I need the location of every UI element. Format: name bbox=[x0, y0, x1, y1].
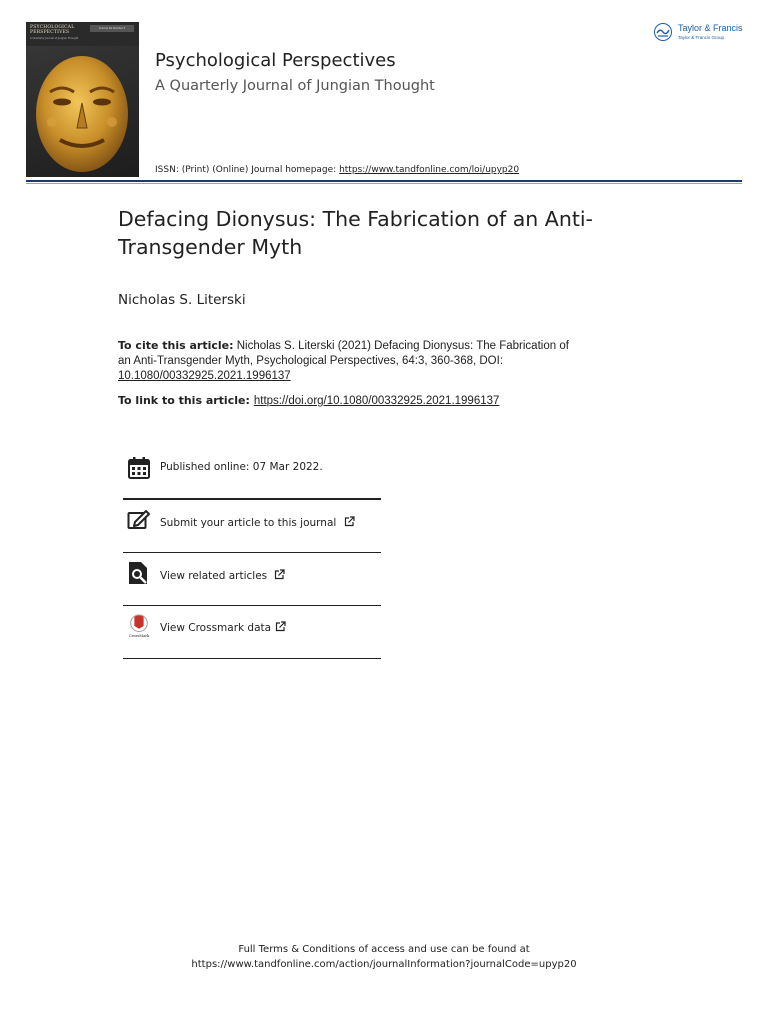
crossmark-label bbox=[160, 621, 286, 634]
issn-text: ISSN: (Print) (Online) Journal homepage: bbox=[155, 165, 340, 175]
cite-label: To cite this article: bbox=[118, 339, 234, 352]
related-articles-link[interactable] bbox=[123, 554, 381, 606]
action-divider bbox=[123, 498, 381, 500]
cite-text: Nicholas S. Literski (2021) Defacing Dionysus: The Fabrication of an Anti-Transgender Myth, Psychological Perspectives, 64:3, 360-368, DOI: bbox=[118, 340, 569, 367]
related-articles-label bbox=[160, 569, 285, 582]
external-link-icon bbox=[344, 516, 355, 527]
taylor-francis-logo[interactable] bbox=[654, 22, 746, 48]
external-link-icon bbox=[275, 621, 286, 632]
header-divider-secondary bbox=[26, 183, 742, 184]
action-divider bbox=[123, 605, 381, 606]
issn-line bbox=[155, 165, 519, 175]
link-label: To link to this article: bbox=[118, 394, 250, 407]
external-link-icon bbox=[274, 569, 285, 580]
crossmark-link[interactable] bbox=[123, 607, 381, 659]
crossmark-text: View Crossmark data bbox=[160, 622, 272, 634]
footer-terms-text: Full Terms & Conditions of access and use can be found at bbox=[238, 944, 530, 955]
related-articles-text: View related articles bbox=[160, 570, 268, 582]
taylor-francis-logo-icon bbox=[654, 23, 672, 41]
cover-title: PSYCHOLOGICAL PERSPECTIVES bbox=[30, 25, 75, 35]
published-online-label: Published online: 07 Mar 2022. bbox=[160, 461, 323, 473]
article-link-block bbox=[118, 393, 678, 409]
cover-subtitle: A Quarterly Journal of Jungian Thought bbox=[30, 37, 79, 40]
action-divider bbox=[123, 552, 381, 553]
journal-homepage-link[interactable]: https://www.tandfonline.com/loi/upyp20 bbox=[339, 165, 520, 175]
header-divider bbox=[26, 180, 742, 182]
article-doi-link[interactable]: https://doi.org/10.1080/00332925.2021.1996137 bbox=[253, 395, 500, 407]
action-divider bbox=[123, 658, 381, 659]
search-document-icon bbox=[127, 561, 151, 585]
article-author: Nicholas S. Literski bbox=[118, 292, 246, 308]
journal-title: Psychological Perspectives bbox=[155, 50, 396, 71]
citation-block bbox=[118, 338, 578, 384]
footer-terms-link[interactable]: https://www.tandfonline.com/action/journalInformation?journalCode=upyp20 bbox=[191, 959, 577, 970]
article-title: Defacing Dionysus: The Fabrication of an Anti-Transgender Myth bbox=[118, 207, 593, 259]
publisher-group: Taylor & Francis Group bbox=[678, 35, 725, 40]
published-online-row bbox=[123, 448, 381, 500]
publisher-name: Taylor & Francis bbox=[678, 23, 743, 33]
cite-doi-link[interactable]: 10.1080/00332925.2021.1996137 bbox=[118, 370, 291, 382]
submit-article-label bbox=[160, 516, 355, 529]
calendar-icon bbox=[127, 456, 151, 480]
cover-tag: Volume 64 Number 3 bbox=[90, 25, 134, 32]
journal-cover-image bbox=[26, 22, 139, 177]
edit-icon bbox=[127, 508, 151, 532]
crossmark-icon bbox=[127, 614, 151, 638]
crossmark-logo-text: CrossMark bbox=[128, 634, 150, 638]
submit-article-link[interactable] bbox=[123, 501, 381, 553]
footer bbox=[0, 942, 768, 972]
journal-subtitle: A Quarterly Journal of Jungian Thought bbox=[155, 78, 435, 94]
golden-mask-image bbox=[30, 48, 135, 174]
submit-article-text: Submit your article to this journal bbox=[160, 517, 337, 529]
